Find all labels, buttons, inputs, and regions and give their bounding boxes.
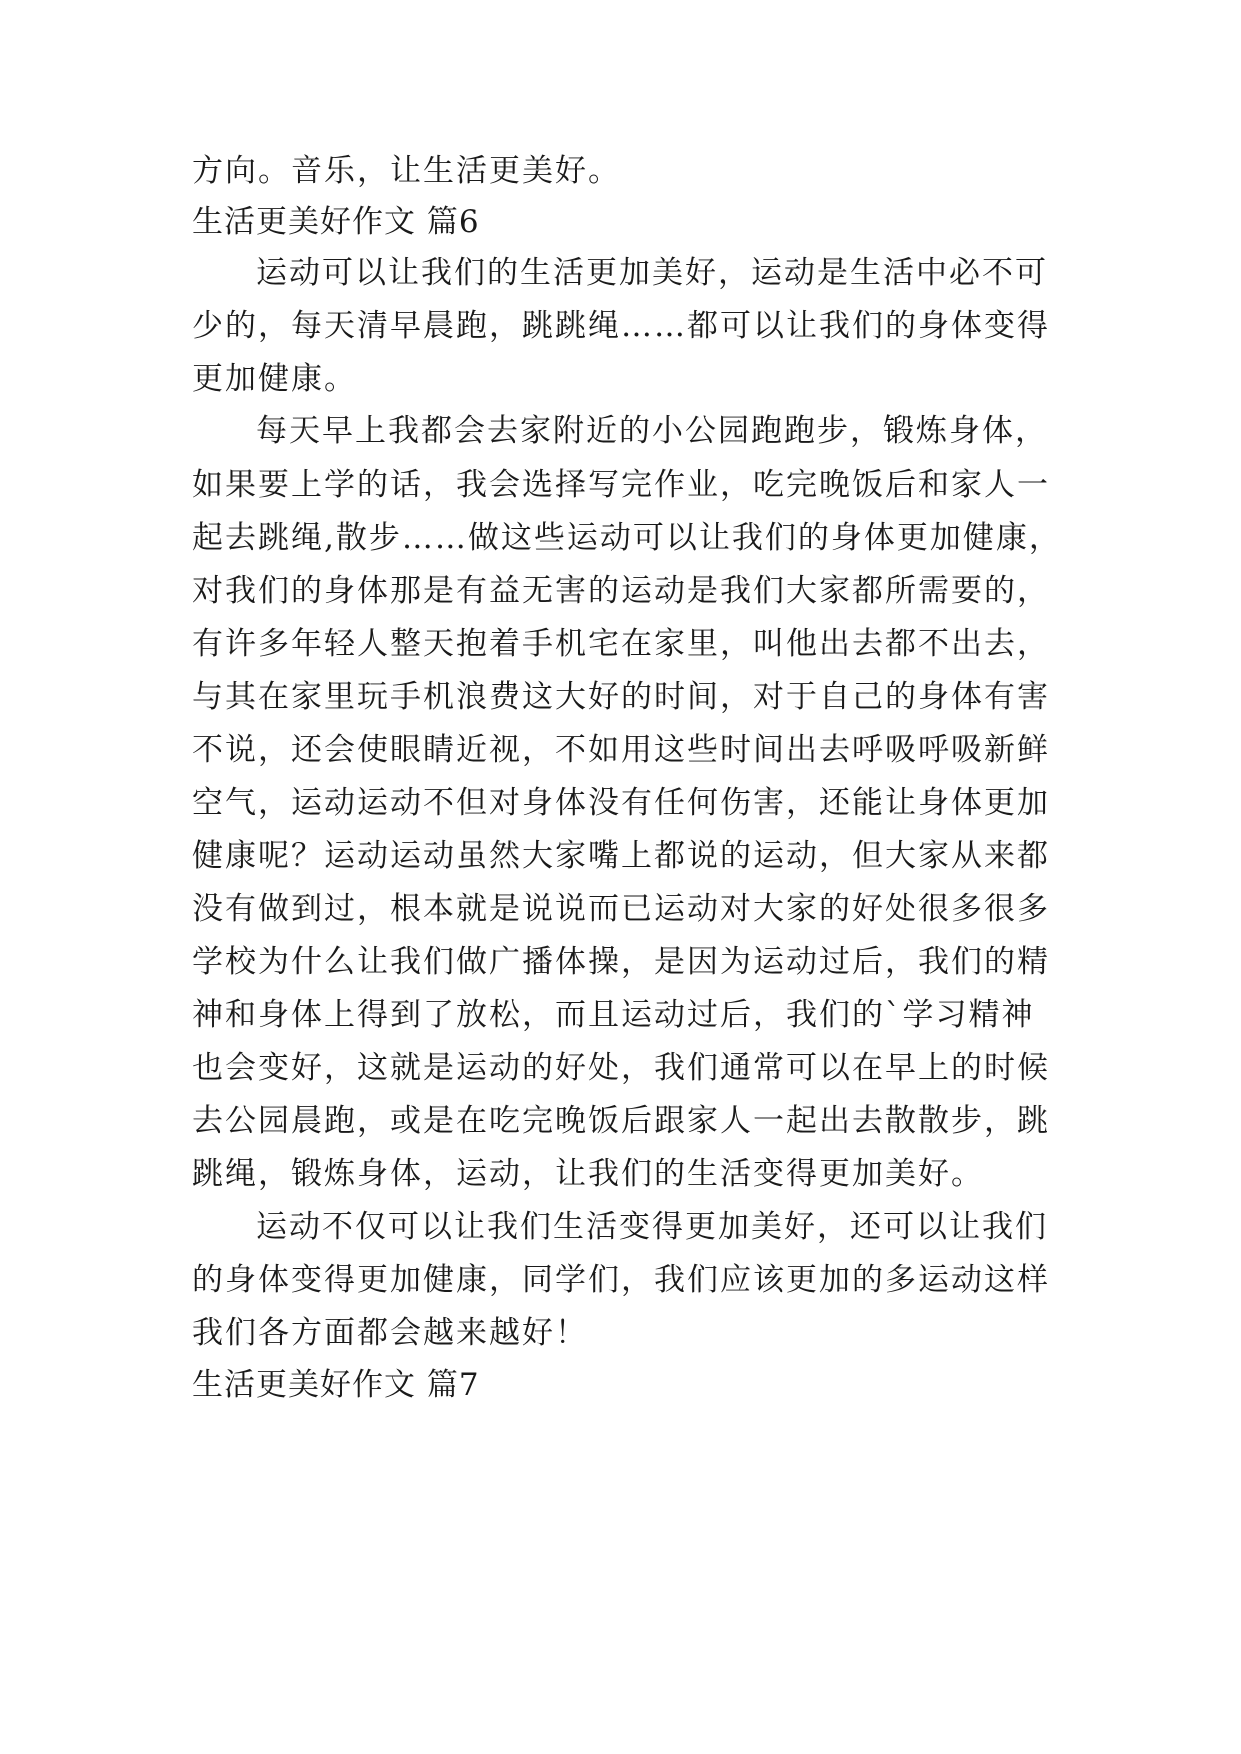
paragraph-line: 健康呢？运动运动虽然大家嘴上都说的运动，但大家从来都 [192, 838, 1050, 874]
paragraph-line: 不说，还会使眼睛近视，不如用这些时间出去呼吸呼吸新鲜 [192, 732, 1050, 768]
paragraph-line: 有许多年轻人整天抱着手机宅在家里，叫他出去都不出去， [192, 626, 1050, 662]
paragraph-line: 如果要上学的话，我会选择写完作业，吃完晚饭后和家人一 [192, 467, 1050, 503]
section-heading-7: 生活更美好作文 篇7 [192, 1367, 480, 1403]
paragraph-line: 方向。音乐，让生活更美好。 [192, 153, 621, 189]
paragraph-line: 运动不仅可以让我们生活变得更加美好，还可以让我们 [256, 1209, 1048, 1245]
paragraph-line: 运动可以让我们的生活更加美好，运动是生活中必不可 [256, 255, 1048, 291]
paragraph-line: 起去跳绳,散步……做这些运动可以让我们的身体更加健康， [192, 520, 1062, 556]
paragraph-line: 空气，运动运动不但对身体没有任何伤害，还能让身体更加 [192, 785, 1050, 821]
paragraph-line: 与其在家里玩手机浪费这大好的时间，对于自己的身体有害 [192, 679, 1050, 715]
paragraph-line: 更加健康。 [192, 361, 357, 397]
paragraph-line: 也会变好，这就是运动的好处，我们通常可以在早上的时候 [192, 1050, 1050, 1086]
paragraph-line: 学校为什么让我们做广播体操，是因为运动过后，我们的精 [192, 944, 1050, 980]
paragraph-line: 去公园晨跑，或是在吃完晚饭后跟家人一起出去散散步，跳 [192, 1103, 1050, 1139]
paragraph-line: 的身体变得更加健康，同学们，我们应该更加的多运动这样 [192, 1262, 1050, 1298]
paragraph-line: 神和身体上得到了放松，而且运动过后，我们的`学习精神 [192, 997, 1035, 1033]
paragraph-line: 我们各方面都会越来越好！ [192, 1315, 588, 1351]
section-heading-6: 生活更美好作文 篇6 [192, 204, 480, 240]
paragraph-line: 少的，每天清早晨跑，跳跳绳……都可以让我们的身体变得 [192, 308, 1050, 344]
paragraph-line: 每天早上我都会去家附近的小公园跑跑步，锻炼身体， [256, 413, 1048, 449]
paragraph-line: 对我们的身体那是有益无害的运动是我们大家都所需要的， [192, 573, 1050, 609]
paragraph-line: 跳绳，锻炼身体，运动，让我们的生活变得更加美好。 [192, 1156, 984, 1192]
paragraph-line: 没有做到过，根本就是说说而已运动对大家的好处很多很多 [192, 891, 1050, 927]
